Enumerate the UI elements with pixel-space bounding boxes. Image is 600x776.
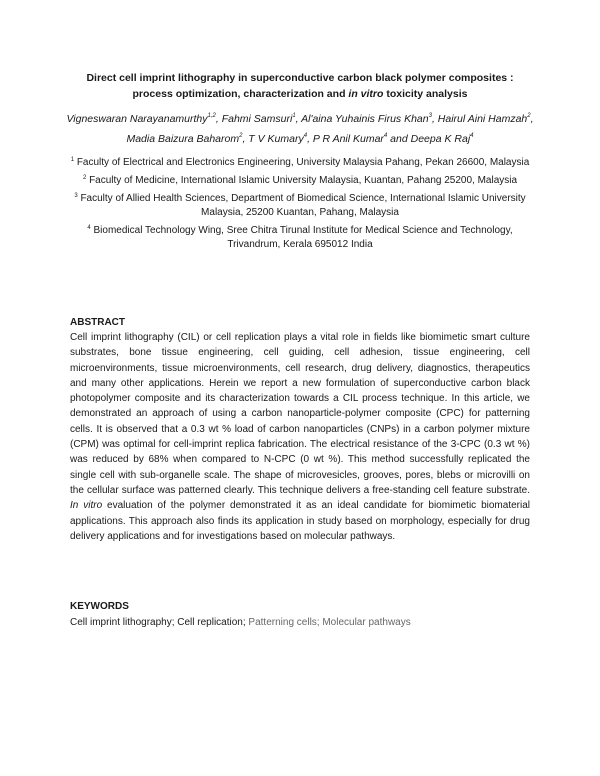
author-separator: and — [387, 133, 411, 145]
abstract-heading: ABSTRACT — [70, 317, 125, 328]
affiliation-mark: 4 — [87, 225, 91, 231]
author-affiliation-mark: 2 — [527, 113, 531, 119]
abstract-text-part-1: Cell imprint lithography (CIL) or cell replication plays a vital role in fields like biomimetic smart culture substrates, bone tissue engineering, cell guiding, cell adhesion, tissue engineering, cell microenvironments, tissue microenvironments, cell research, drug delivery, diagnostics, therapeutics and many other applications. Herein we report a new formulation of superconductive carbon black photopolymer composite and its characterization towards a CIL process technique. In this article, we demonstrated an approach of using a carbon nanoparticle-polymer composite (CPC) for patterning cells. It is observed that a 0.3 wt % load of carbon nanoparticles (CNPs) in a carbon polymer mixture (CPM) was optimal for cell-imprint replica fabrication. The electrical resistance of the 3-CPC (0.3 wt %) was reduced by 68% when compared to N-CPC (0 wt %). This method successfully replicated the single cell with sub-organelle scale. The shape of microvesicles, grooves, pores, blebs or microvilli on the cellular surface was patterned clearly. This technique delivers a free-standing cell feature substrate. — [70, 332, 530, 496]
author-separator: , — [242, 133, 249, 145]
author-list — [60, 108, 540, 148]
title-line-2-end: toxicity analysis — [383, 88, 468, 100]
author-affiliation-mark: 3 — [428, 113, 432, 119]
author-name: T V Kumary — [248, 133, 304, 145]
affiliation-mark: 2 — [82, 175, 87, 181]
author — [301, 113, 438, 125]
author-name: Fahmi Samsuri — [221, 113, 293, 125]
keywords-text — [70, 615, 530, 630]
author-affiliation-mark: 4 — [303, 133, 308, 139]
title-line-2 — [60, 86, 540, 102]
author — [248, 133, 313, 145]
abstract-text-part-2: evaluation of the polymer demonstrated it as an ideal candidate for biomimetic biomaterial applications. This approach also finds its application in study based on morphology, especially for drug delivery applications and for investigations based on molecular pathways. — [70, 500, 530, 542]
affiliation — [68, 171, 532, 188]
author-separator: , — [307, 133, 313, 145]
affiliation-list — [68, 153, 532, 253]
author-separator: , — [530, 113, 534, 125]
author-separator: , — [431, 113, 438, 125]
affiliation — [68, 189, 532, 220]
affiliation-text: Faculty of Allied Health Sciences, Department of Biomedical Science, International Islamic University Malaysia, 25200 Kuantan, Pahang, Malaysia — [80, 193, 526, 218]
author-affiliation-mark: 2 — [239, 133, 243, 139]
affiliation-text: Biomedical Technology Wing, Sree Chitra Tirunal Institute for Medical Science and Technology, Trivandrum, Kerala 695012 India — [93, 225, 513, 250]
title-line-2-start: process optimization, characterization and — [132, 88, 349, 100]
author-affiliation-mark: 1 — [292, 113, 296, 119]
affiliation-mark: 3 — [74, 193, 78, 199]
author — [438, 113, 534, 125]
author — [126, 133, 248, 145]
affiliation-text: Faculty of Medicine, International Islamic University Malaysia, Kuantan, Pahang 25200, Malaysia — [89, 175, 518, 186]
paper-title — [60, 70, 540, 102]
author — [222, 113, 301, 125]
affiliation — [68, 153, 532, 170]
author — [313, 133, 411, 145]
title-line-1: Direct cell imprint lithography in superconductive carbon black polymer composites : — [86, 72, 514, 84]
author-affiliation-mark: 4 — [470, 133, 474, 139]
title-italic-term: in vitro — [348, 88, 384, 100]
author — [66, 113, 221, 125]
affiliation-text: Faculty of Electrical and Electronics Engineering, University Malaysia Pahang, Pekan 26600, Malaysia — [76, 157, 530, 168]
keywords-primary: Cell imprint lithography; Cell replication; — [70, 617, 249, 628]
author-separator: , — [295, 113, 302, 125]
affiliation-mark: 1 — [70, 157, 75, 163]
author-name: Deepa K Raj — [410, 133, 471, 145]
affiliation — [68, 221, 532, 252]
abstract-italic-term: In vitro — [70, 500, 103, 512]
author-affiliation-mark: 4 — [383, 133, 388, 139]
author-name: Madia Baizura Baharom — [126, 133, 240, 145]
author-separator: , — [215, 113, 222, 125]
author-name: P R Anil Kumar — [312, 133, 384, 145]
keywords-secondary: Patterning cells; Molecular pathways — [248, 617, 411, 628]
abstract-text — [70, 330, 530, 544]
author — [411, 133, 474, 145]
author-name: Al'aina Yuhainis Firus Khan — [301, 113, 429, 125]
author-name: Vigneswaran Narayanamurthy — [66, 113, 208, 125]
author-name: Hairul Aini Hamzah — [437, 113, 528, 125]
author-affiliation-mark: 1,2 — [207, 113, 216, 119]
keywords-heading: KEYWORDS — [70, 601, 129, 612]
